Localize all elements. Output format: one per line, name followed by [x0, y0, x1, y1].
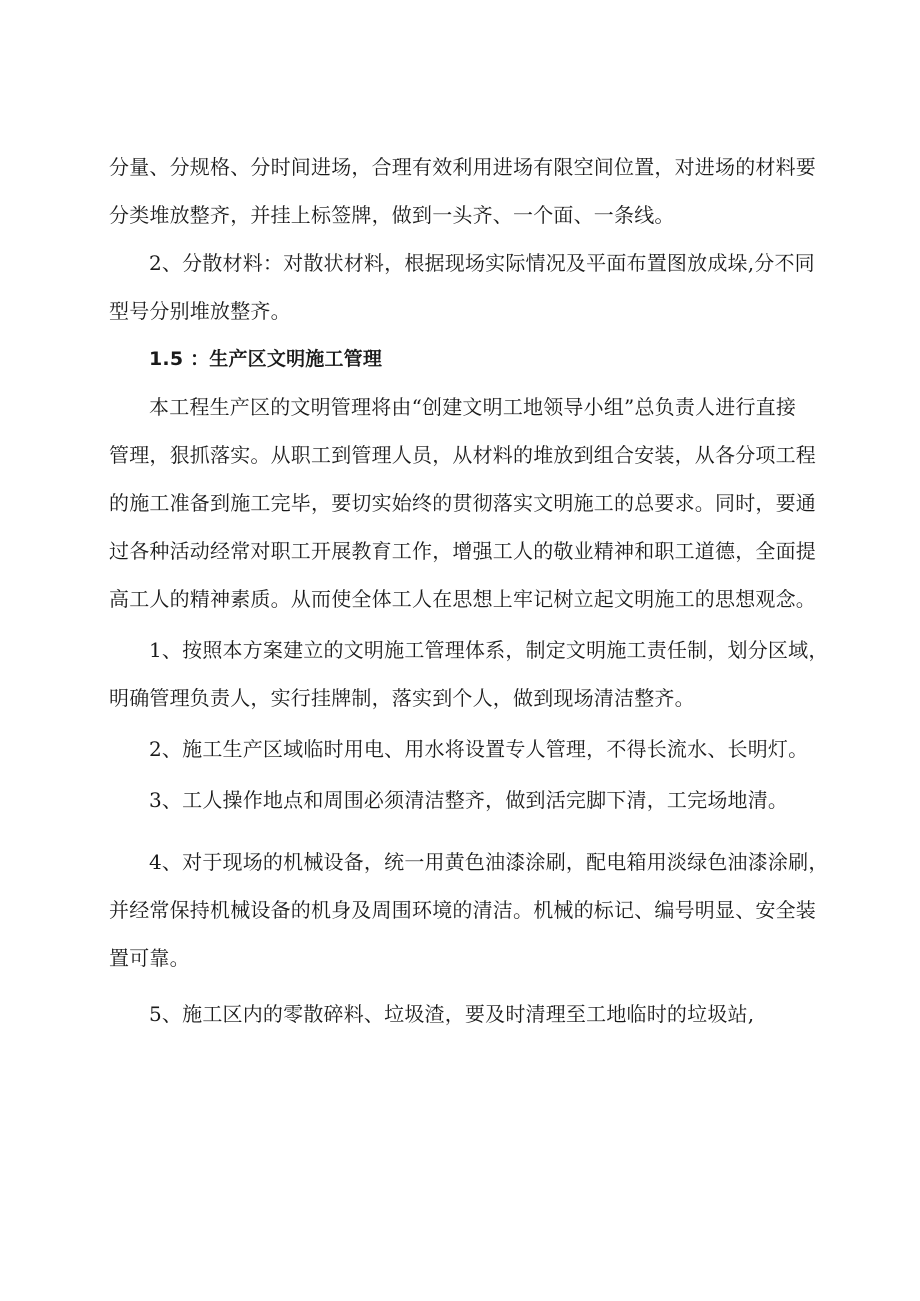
list-item-line: 明确管理负责人，实行挂牌制，落实到个人，做到现场清洁整齐。 [109, 686, 695, 710]
list-item-line: 4、对于现场的机械设备，统一用黄色油漆涂刷，配电箱用淡绿色油漆涂刷， [149, 850, 829, 874]
section-heading: 1.5 ：生产区文明施工管理 [149, 348, 383, 370]
list-item-line: 置可靠。 [109, 946, 190, 970]
list-item-line: 5、施工区内的零散碎料、垃圾渣，要及时清理至工地临时的垃圾站, [149, 1002, 755, 1026]
paragraph-line: 的施工准备到施工完毕，要切实始终的贯彻落实文明施工的总要求。同时，要通 [109, 491, 816, 515]
paragraph-line: 本工程生产区的文明管理将由“创建文明工地领导小组”总负责人进行直接 [149, 395, 797, 419]
paragraph-line: 分类堆放整齐，并挂上标签牌，做到一头齐、一个面、一条线。 [109, 203, 675, 227]
paragraph-line: 过各种活动经常对职工开展教育工作，增强工人的敬业精神和职工道德，全面提 [109, 539, 816, 563]
paragraph-line: 分量、分规格、分时间进场，合理有效利用进场有限空间位置，对进场的材料要 [109, 155, 816, 179]
list-item-line: 型号分别堆放整齐。 [109, 299, 291, 323]
list-item-line: 2、分散材料：对散状材料，根据现场实际情况及平面布置图放成垛,分不同 [149, 251, 815, 275]
paragraph-line: 高工人的精神素质。从而使全体工人在思想上牢记树立起文明施工的思想观念。 [109, 587, 816, 611]
list-item-line: 并经常保持机械设备的机身及周围环境的清洁。机械的标记、编号明显、安全装 [109, 898, 816, 922]
list-item-line: 2、施工生产区域临时用电、用水将设置专人管理，不得长流水、长明灯。 [149, 737, 809, 761]
paragraph-line: 管理，狠抓落实。从职工到管理人员，从材料的堆放到组合安装，从各分项工程 [109, 443, 816, 467]
list-item-line: 3、工人操作地点和周围必须清洁整齐，做到活完脚下清，工完场地清。 [149, 788, 789, 812]
list-item-line: 1、按照本方案建立的文明施工管理体系，制定文明施工责任制，划分区域， [149, 638, 829, 662]
